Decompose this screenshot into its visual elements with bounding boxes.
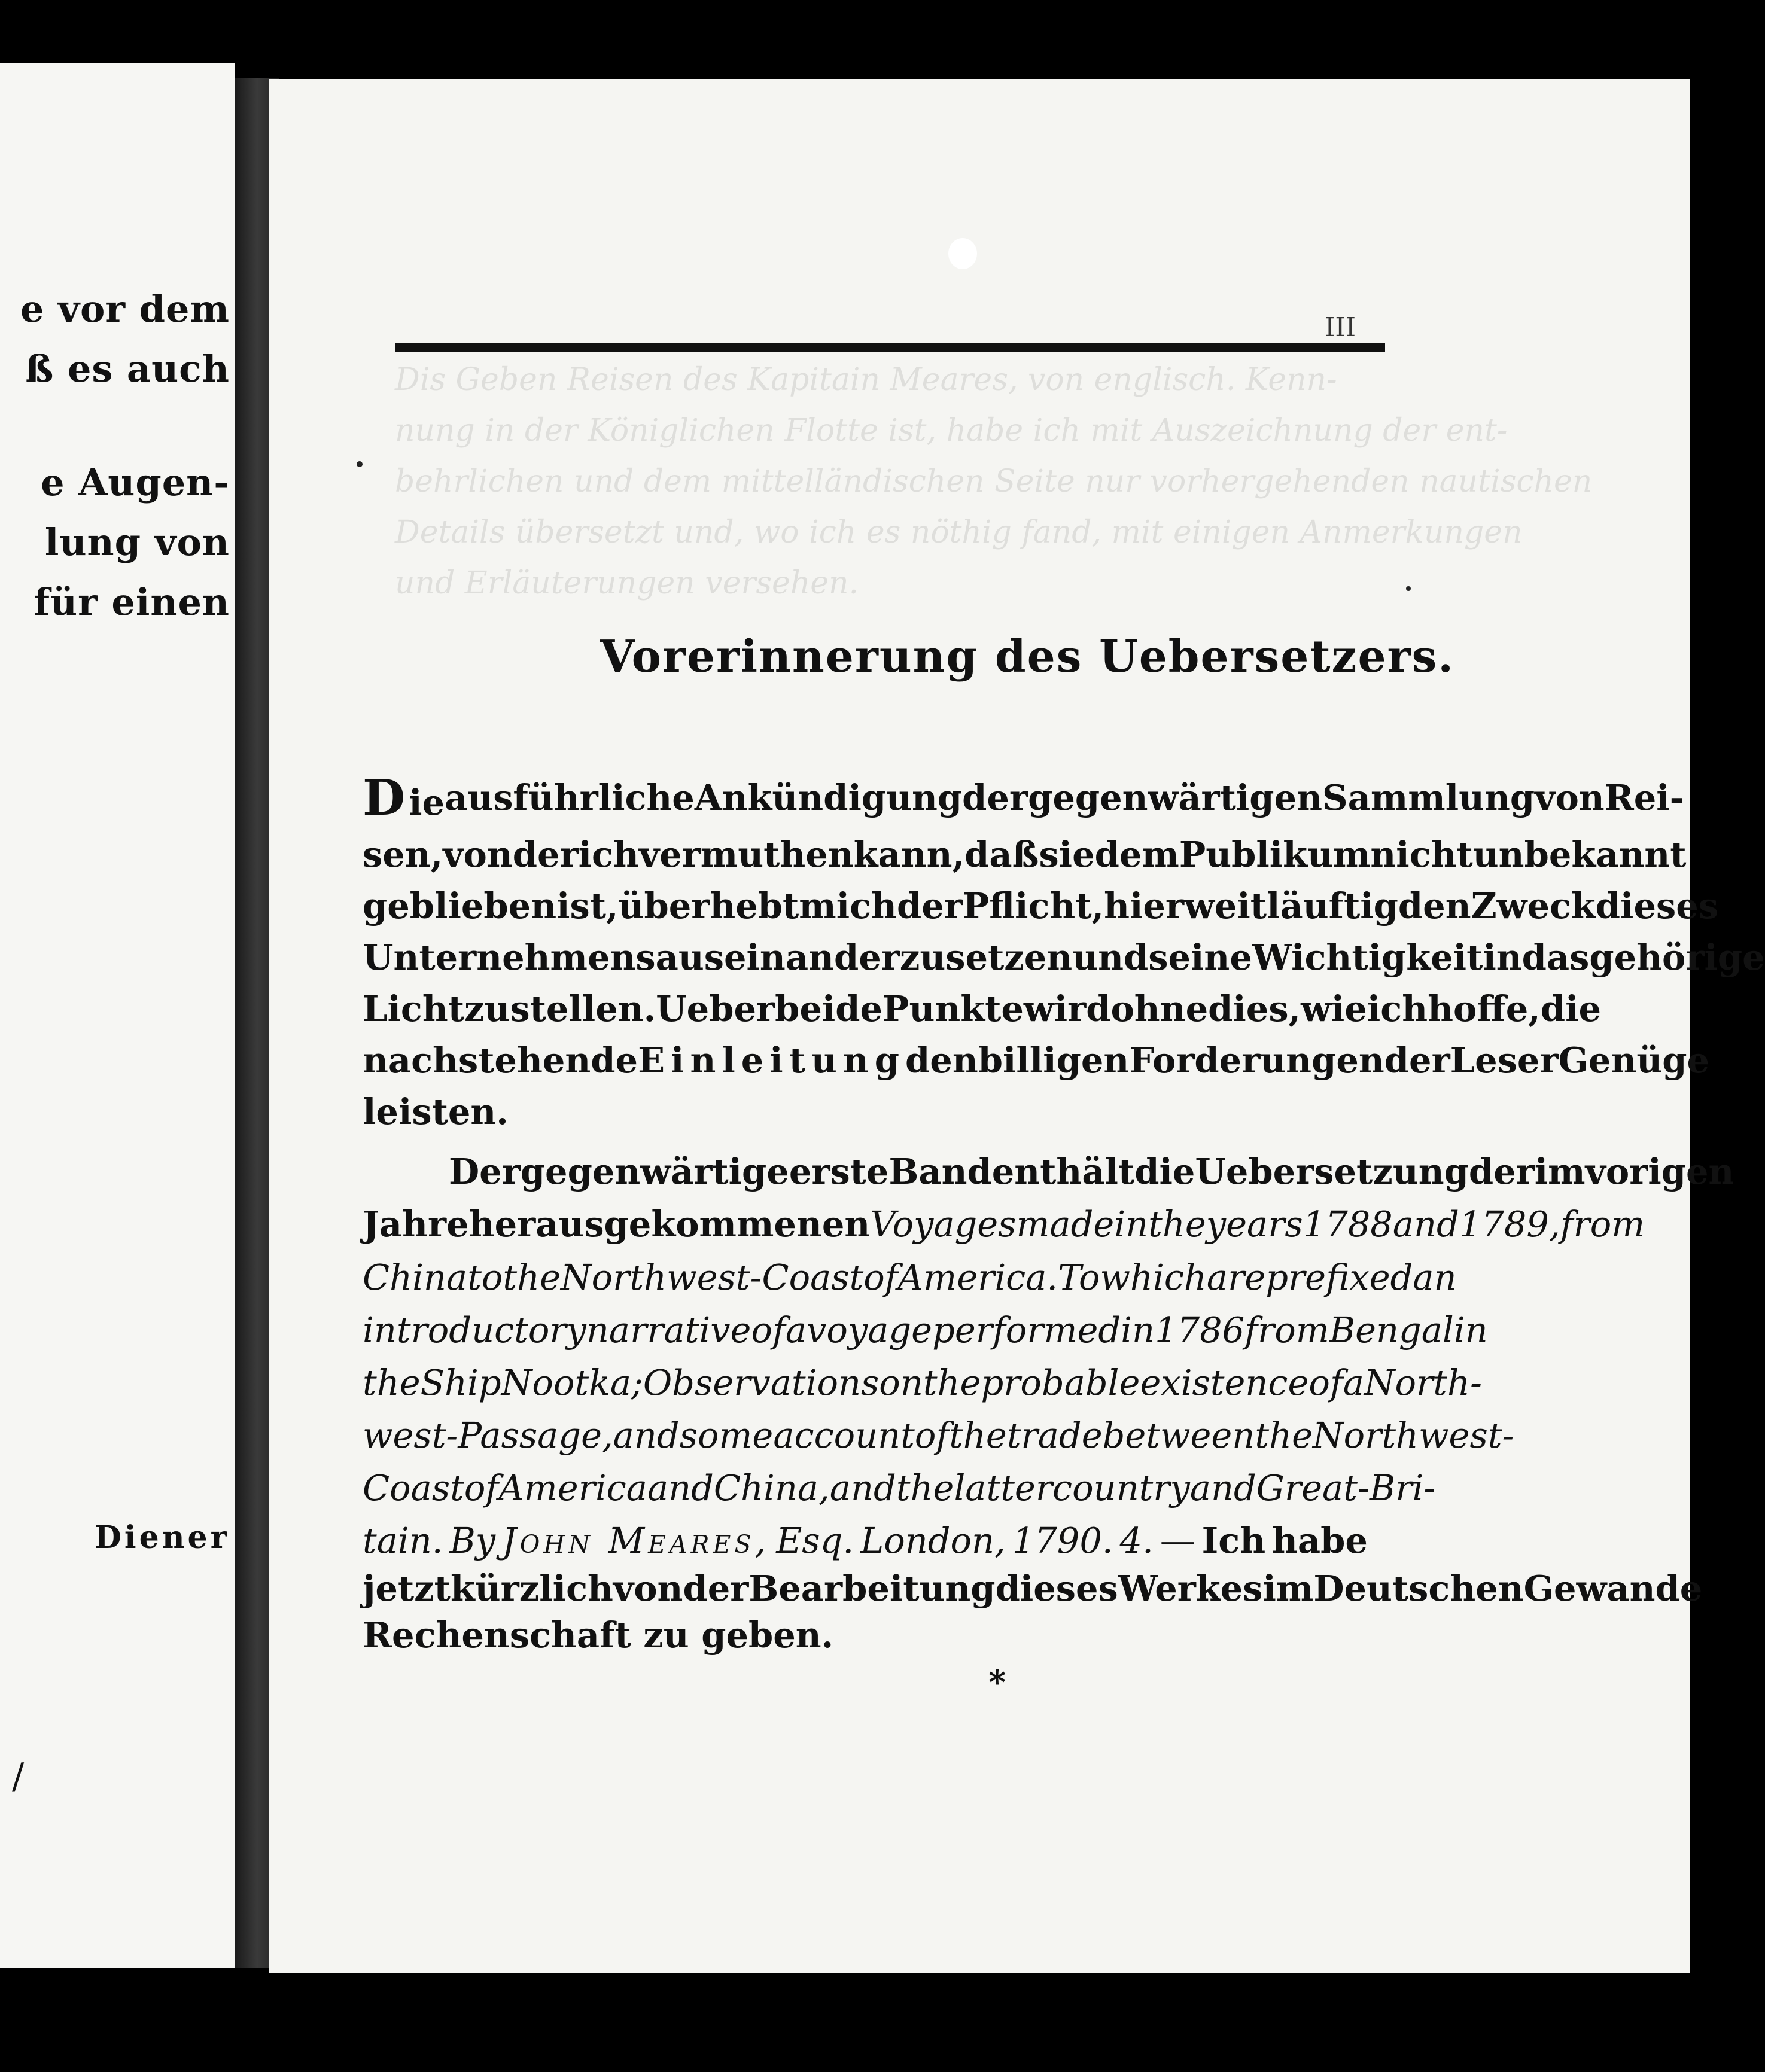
text-line: sen, von der ich vermuthen kann, daß sie dem Publikum nicht unbekannt — [363, 834, 1687, 875]
left-page-line: lung von — [44, 520, 230, 564]
left-page-line: e vor dem — [20, 287, 230, 331]
ink-dot — [357, 461, 363, 467]
left-page-line: e Augen- — [41, 461, 230, 504]
stray-mark: / — [12, 1756, 25, 1797]
text-line: D ie ausführliche Ankündigung der gegenwärtigen Sammlung von Rei- — [363, 769, 1685, 827]
text-line: China to the Northwest-Coast of America. To which are prefixed an — [363, 1257, 1457, 1298]
text-line: jetzt kürzlich von der Bearbeitung dieses Werkes im Deutschen Gewande — [363, 1568, 1703, 1609]
header-rule — [395, 343, 1385, 352]
show-through-line: nung in der Königlichen Flotte ist, habe ich mit Auszeichnung der ent- — [395, 413, 1508, 449]
show-through-line: Details übersetzt und, wo ich es nöthig fand, mit einigen Anmerkungen — [395, 514, 1523, 550]
text-line: Rechenschaft zu geben. — [363, 1614, 834, 1656]
text-line: leisten. — [363, 1091, 509, 1132]
text-line: nachstehende Einleitung den billigen Forderungen der Leser Genüge — [363, 1034, 1368, 1087]
text-line: Der gegenwärtige erste Band enthält die Uebersetzung der im vorigen — [449, 1151, 1734, 1192]
text-line: west-Passage, and some account of the trade between the Northwest- — [363, 1415, 1514, 1456]
left-page-line: Diener — [94, 1519, 230, 1556]
text-line: Unternehmens aus einander zu setzen und seine Wichtigkeit in das gehörige — [363, 937, 1765, 978]
left-page-line: für einen — [34, 580, 230, 624]
ink-dot — [1406, 586, 1411, 591]
section-title: Vorerinnerung des Uebersetzers. — [600, 631, 1455, 682]
text-line: Jahre herausgekommenen Voyages made in the years 1788 and 1789, from — [363, 1203, 1645, 1245]
left-page-line: ß es auch — [25, 347, 230, 391]
text-line: the Ship Nootka; Observations on the probable existence of a North- — [363, 1362, 1482, 1403]
text-line: tain. By John Meares, Esq. London, 1790. 4. — Ich habe — [363, 1515, 1368, 1567]
paper-speck — [948, 238, 977, 269]
left-facing-page — [0, 63, 235, 1968]
show-through-line: Dis Geben Reisen des Kapitain Meares, von englisch. Kenn- — [395, 362, 1337, 398]
text-line: Coast of America and China, and the latter country and Great-Bri- — [363, 1467, 1436, 1509]
page-number: III — [1325, 312, 1356, 343]
text-line: Licht zu stellen. Ueber beide Punkte wird ohnedies, wie ich hoffe, die — [363, 988, 1602, 1029]
spaced-word: Einleitung — [638, 1040, 906, 1081]
text-line: geblieben ist, überhebt mich der Pflicht, hier weitläuftig den Zweck dieses — [363, 885, 1718, 927]
signature-mark: * — [988, 1663, 1006, 1702]
author-name: John Meares, — [502, 1520, 770, 1561]
text-line: introductory narrative of a voyage performed in 1786 from Bengal in — [363, 1309, 1488, 1351]
show-through-line: behrlichen und dem mittelländischen Seite nur vorhergehenden nautischen — [395, 464, 1593, 499]
show-through-line: und Erläuterungen versehen. — [395, 565, 859, 601]
initial-letter: D — [363, 769, 406, 827]
